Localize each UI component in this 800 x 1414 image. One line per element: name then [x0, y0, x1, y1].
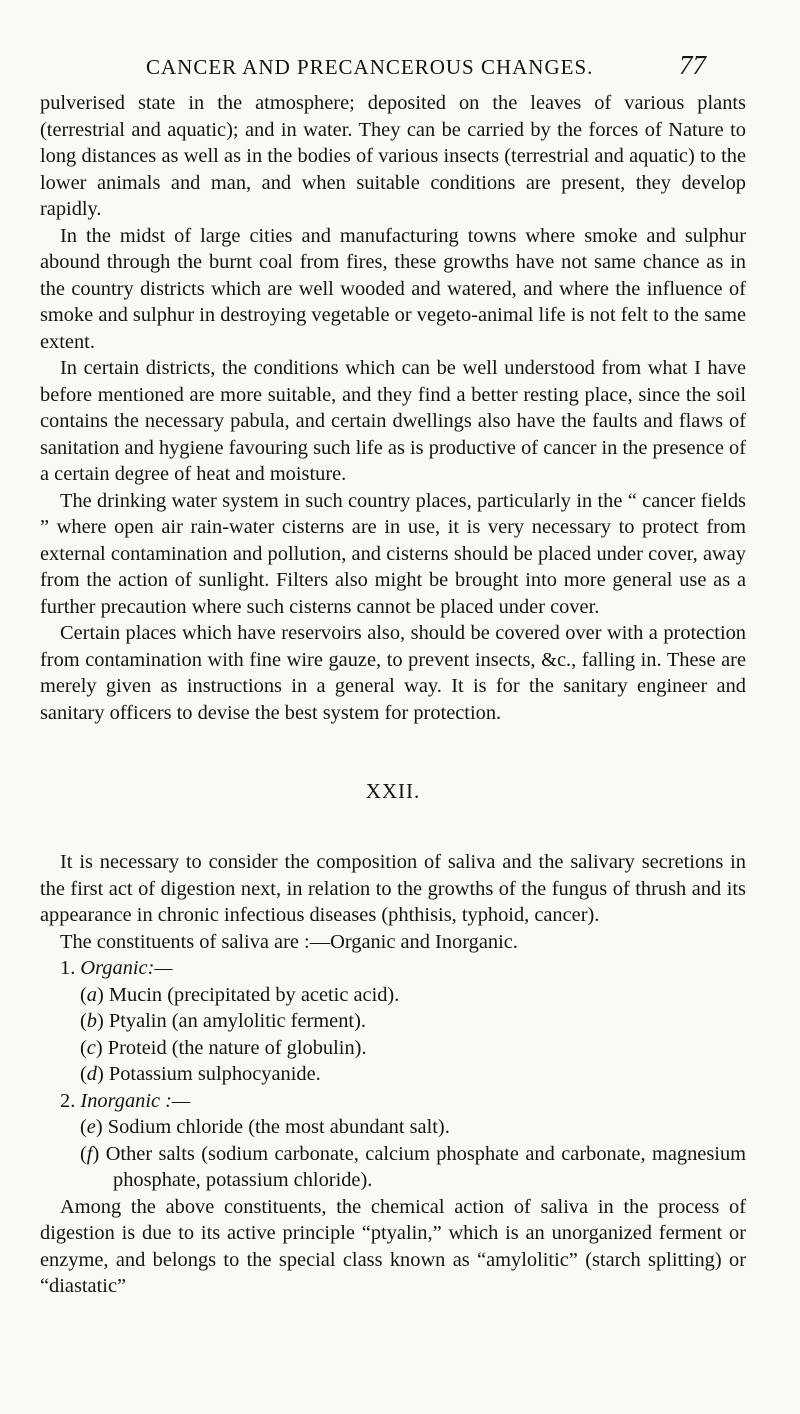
list-item: (d) Potassium sulphocyanide.: [80, 1063, 321, 1085]
item-text: Ptyalin (an amylolitic ferment).: [108, 1010, 366, 1032]
organic-label: Organic:—: [80, 957, 173, 979]
item-letter: d: [86, 1063, 97, 1085]
item-text: Potassium sulphocyanide.: [108, 1063, 321, 1085]
list-item: (c) Proteid (the nature of globulin).: [80, 1036, 367, 1059]
item-letter: f: [86, 1142, 93, 1165]
inorganic-label: Inorganic :—: [80, 1089, 191, 1112]
paragraph: The drinking water system in such country places, particularly in the “ cancer fields ” where open air rain-water cisterns are in use, it is very necessary to protect from external contamination and pollution, and cisterns should be placed under cover, away from the action of sunlight. Filters also might be brought into more general use as a further precaution where such cisterns cannot be placed under cover.: [40, 489, 746, 618]
page-number: 77: [679, 50, 706, 80]
closing-paragraph: Among the above constituents, the chemical action of saliva in the process of digestion is due to its active principle “ptyalin,” which is an unorganized ferment or enzyme, and belongs to the special class known as “amylolitic” (starch splitting) or “diastatic”: [40, 1195, 746, 1297]
inorganic-number: 2.: [60, 1089, 76, 1112]
item-letter: a: [86, 983, 97, 1006]
item-text: Sodium chloride (the most abundant salt).: [107, 1116, 450, 1138]
paragraph: Certain places which have reservoirs also, should be covered over with a protection from contamination with fine wire gauze, to prevent insects, &c., falling in. These are merely given as instructions in a general way. It is for the sanitary engineer and sanitary officers to devise the best system for protection.: [40, 622, 746, 724]
organic-number: 1.: [60, 957, 76, 979]
list-item: (a) Mucin (precipitated by acetic acid).: [80, 983, 400, 1006]
paragraph: pulverised state in the atmosphere; deposited on the leaves of various plants (terrestrial and aquatic); and in water. They can be carried by the forces of Nature to long distances as well as in the bodies of various insects (terrestrial and aquatic) to the lower animals and man, and when suitable conditions are present, they develop rapidly.: [40, 92, 746, 220]
organic-heading: [60, 955, 746, 982]
paragraph: In certain districts, the conditions which can be well understood from what I have before mentioned are more suitable, and they find a better resting place, since the soil contains the necessary pabula, and certain dwellings also have the faults and flaws of sanitation and hygiene favouring such life as is productive of cancer in the presence of a certain degree of heat and moisture.: [40, 357, 746, 485]
constituents-line: The constituents of saliva are :—Organic and Inorganic.: [60, 930, 518, 953]
item-text: Other salts (sodium carbonate, calcium phosphate and carbonate, magnesium phosphate, potassium chloride).: [105, 1142, 747, 1191]
section-intro: It is necessary to consider the composition of saliva and the salivary secretions in the first act of digestion next, in relation to the growths of the fungus of thrush and its appearance in chronic infectious diseases (phthisis, typhoid, cancer).: [40, 851, 746, 926]
list-item: (e) Sodium chloride (the most abundant salt).: [80, 1116, 450, 1138]
paragraph: In the midst of large cities and manufacturing towns where smoke and sulphur abound through the burnt coal from fires, these growths have not same chance as in the country districts which are well wooded and watered, and where the influence of smoke and sulphur in destroying vegetable or vegeto-animal life is not felt to the same extent.: [40, 224, 746, 353]
item-text: Proteid (the nature of globulin).: [107, 1036, 367, 1059]
body-text: [40, 90, 746, 1300]
item-letter: c: [86, 1036, 96, 1059]
item-letter: b: [86, 1010, 97, 1032]
list-item: (f) Other salts (sodium carbonate, calcium phosphate and carbonate, magnesium phosphate, potassium chloride).: [80, 1142, 747, 1191]
inorganic-heading: [60, 1088, 746, 1115]
running-header: [0, 52, 800, 82]
section-heading: XXII.: [365, 779, 421, 803]
running-head-title: CANCER AND PRECANCEROUS CHANGES.: [146, 55, 594, 79]
item-letter: e: [86, 1116, 96, 1138]
list-item: (b) Ptyalin (an amylolitic ferment).: [80, 1010, 366, 1032]
item-text: Mucin (precipitated by acetic acid).: [108, 983, 400, 1006]
